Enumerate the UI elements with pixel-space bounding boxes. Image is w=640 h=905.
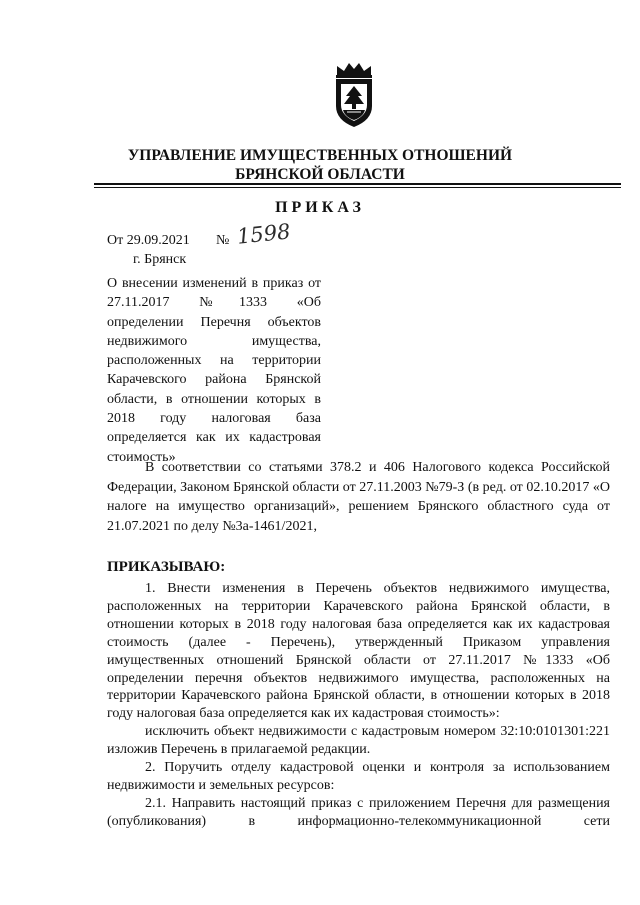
order-item-1-sub: исключить объект недвижимости с кадастровым номером 32:10:0101301:221 изложив Перечень в прилагаемой редакции. (107, 724, 610, 758)
document-title: ПРИКАЗ (275, 199, 365, 216)
agency-name-line1: УПРАВЛЕНИЕ ИМУЩЕСТВЕННЫХ ОТНОШЕНИЙ (127, 147, 513, 164)
agency-name-line2: БРЯНСКОЙ ОБЛАСТИ (235, 166, 405, 183)
order-body (107, 580, 610, 831)
agency-name (0, 146, 640, 184)
order-item-1: 1. Внести изменения в Перечень объектов недвижимого имущества, расположенных на территории Карачевского района Брянской области, в отношении которых в 2018 году налоговая база определяется как их кадастровая стоимость (далее - Перечень), утвержденный Приказом управления имущественных отношений Брянской области от 27.11.2017 №1333 «Об определении перечня объектов недвижимого имущества, расположенных на территории Карачевского района Брянской области, в отношении которых в 2018 году налоговая база определяется как их кадастровая стоимость»: (107, 581, 610, 722)
order-number-handwritten: 1598 (235, 219, 292, 249)
header-rule-thin (94, 187, 621, 188)
order-item-2-1: 2.1. Направить настоящий приказ с приложением Перечня для размещения (опубликования) в информационно-телекоммуникационной сети (107, 795, 610, 829)
order-city: г. Брянск (133, 252, 187, 267)
header-rule-thick (94, 183, 621, 185)
preamble-paragraph: В соответствии со статьями 378.2 и 406 Налогового кодекса Российской Федерации, Законом Брянской области от 27.11.2003 №79-З (в ред. от 02.10.2017 «О налоге на имущество организаций», решением Брянского областного суда от 21.07.2021 по делу №3а-1461/2021, (107, 460, 610, 534)
order-number-sign: № (216, 233, 230, 248)
coat-of-arms-icon (331, 62, 377, 128)
order-item-2: 2. Поручить отделу кадастровой оценки и контроля за использованием недвижимости и земельных ресурсов: (107, 760, 610, 793)
order-date: От 29.09.2021 (107, 233, 190, 248)
order-subject: О внесении изменений в приказ от 27.11.2017 №1333 «Об определении Перечня объектов недвижимого имущества, расположенных на территории Карачевского района Брянской области, в отношении которых в 2018 году налоговая база определяется как их кадастровая стоимость» (107, 276, 321, 465)
order-heading: ПРИКАЗЫВАЮ: (107, 559, 226, 575)
